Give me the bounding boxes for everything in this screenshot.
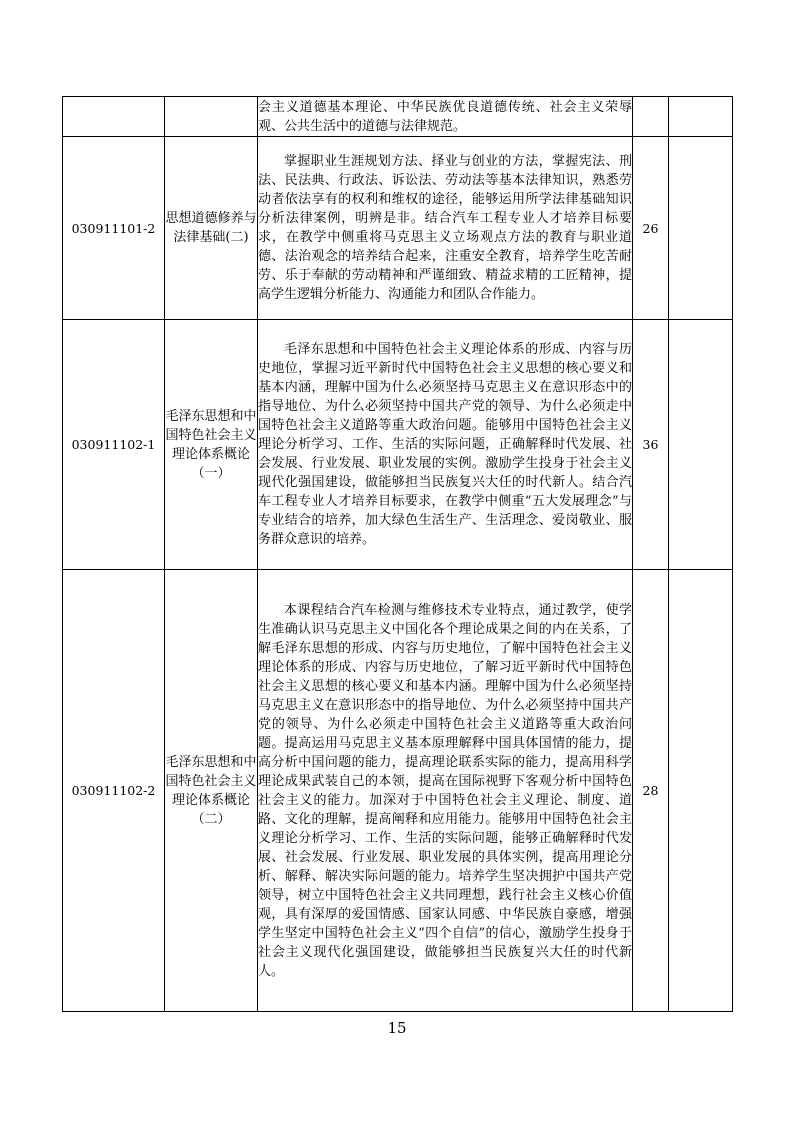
- course-hours: 26: [633, 137, 669, 320]
- table-row: [63, 570, 733, 1012]
- course-description: [258, 137, 633, 320]
- course-name: 毛泽东思想和中国特色社会主义理论体系概论（二）: [165, 570, 258, 1012]
- course-code: 030911102-2: [63, 570, 165, 1012]
- course-description: [258, 97, 633, 137]
- course-table: [62, 96, 733, 1012]
- course-code: 030911101-2: [63, 137, 165, 320]
- course-description: [258, 320, 633, 570]
- course-name: 毛泽东思想和中国特色社会主义理论体系概论（一）: [165, 320, 258, 570]
- course-description-text: 会主义道德基本理论、中华民族优良道德传统、社会主义荣辱观、公共生活中的道德与法律规范。: [258, 99, 632, 134]
- course-description-text: 掌握职业生涯规划方法、择业与创业的方法，掌握宪法、刑法、民法典、行政法、诉讼法、劳动法等基本法律知识，熟悉劳动者依法享有的权利和维权的途径，能够运用所学法律基础知识分析法律案例，明辨是非。结合汽车工程专业人才培养目标要求，在教学中侧重将马克思主义立场观点方法的教育与职业道德、法治观念的培养结合起来，注重安全教育，培养学生吃苦耐劳、乐于奉献的劳动精神和严谨细致、精益求精的工匠精神，提高学生逻辑分析能力、沟通能力和团队合作能力。: [258, 154, 632, 302]
- course-code: 030911102-1: [63, 320, 165, 570]
- table-row: [63, 137, 733, 320]
- course-note: [669, 97, 733, 137]
- course-code: [63, 97, 165, 137]
- course-hours: 28: [633, 570, 669, 1012]
- course-description-text: 毛泽东思想和中国特色社会主义理论体系的形成、内容与历史地位，掌握习近平新时代中国特色社会主义思想的核心要义和基本内涵，理解中国为什么必须坚持马克思主义在意识形态中的指导地位、为什么必须坚持中国共产党的领导、为什么必须走中国特色社会主义道路等重大政治问题。能够用中国特色社会主义理论分析学习、工作、生活的实际问题，正确解释时代发展、社会发展、行业发展、职业发展的实例。激励学生投身于社会主义现代化强国建设，做能够担当民族复兴大任的时代新人。结合汽车工程专业人才培养目标要求，在教学中侧重“五大发展理念”与专业结合的培养，加大绿色生活生产、生活理念、爱岗敬业、服务群众意识的培养。: [258, 342, 632, 547]
- table-row: [63, 97, 733, 137]
- course-note: [669, 137, 733, 320]
- table-row: [63, 320, 733, 570]
- course-name: [165, 97, 258, 137]
- course-hours: [633, 97, 669, 137]
- course-name: 思想道德修养与法律基础(二): [165, 137, 258, 320]
- course-hours: 36: [633, 320, 669, 570]
- course-description: [258, 570, 633, 1012]
- page-number: 15: [387, 1019, 407, 1037]
- course-note: [669, 570, 733, 1012]
- course-note: [669, 320, 733, 570]
- course-description-text: 本课程结合汽车检测与维修技术专业特点，通过教学，使学生准确认识马克思主义中国化各个理论成果之间的内在关系，了解毛泽东思想的形成、内容与历史地位，了解中国特色社会主义理论体系的形成、内容与历史地位，了解习近平新时代中国特色社会主义思想的核心要义和基本内涵。理解中国为什么必须坚持马克思主义在意识形态中的指导地位、为什么必须坚持中国共产党的领导、为什么必须走中国特色社会主义道路等重大政治问题。提高运用马克思主义基本原理解释中国具体国情的能力，提高分析中国问题的能力，提高理论联系实际的能力，提高用科学理论成果武装自己的本领，提高在国际视野下客观分析中国特色社会主义的能力。加深对于中国特色社会主义理论、制度、道路、文化的理解，提高阐释和应用能力。能够用中国特色社会主义理论分析学习、工作、生活的实际问题，能够正确解释时代发展、社会发展、行业发展、职业发展的具体实例，提高用理论分析、解释、解决实际问题的能力。培养学生坚决拥护中国共产党领导，树立中国特色社会主义共同理想，践行社会主义核心价值观，具有深厚的爱国情感、国家认同感、中华民族自豪感，增强学生坚定中国特色社会主义“四个自信”的信心，激励学生投身于社会主义现代化强国建设，做能够担当民族复兴大任的时代新人。: [258, 602, 632, 979]
